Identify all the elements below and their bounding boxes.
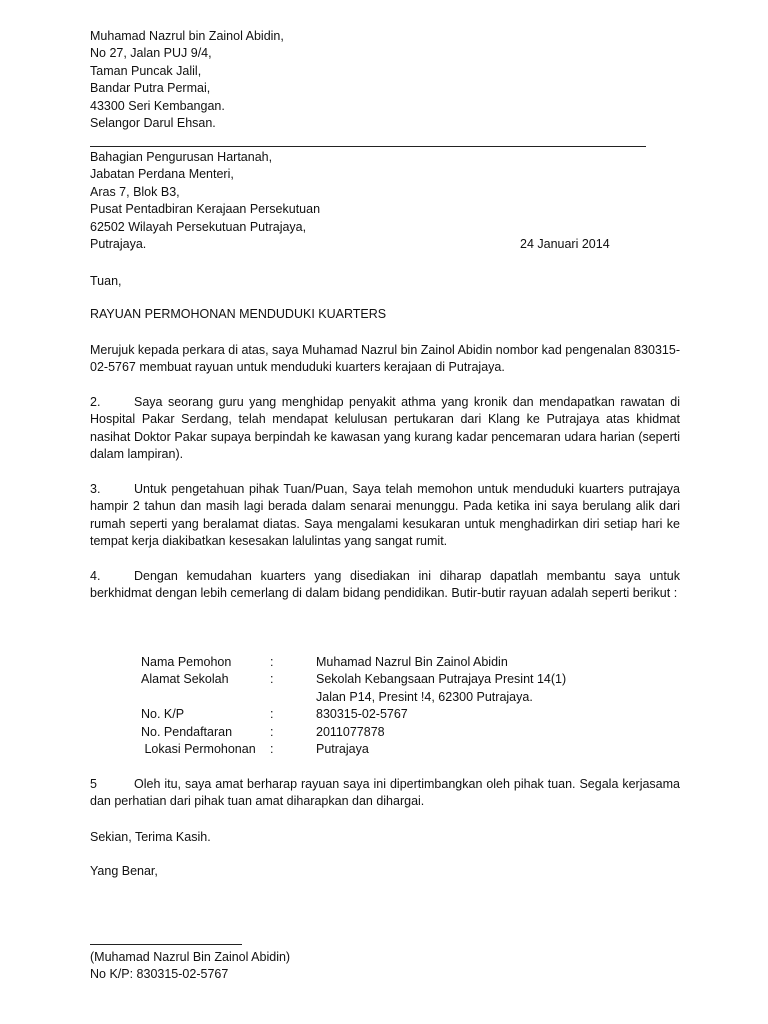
detail-label: No. K/P xyxy=(141,707,185,722)
paragraph-text: Oleh itu, saya amat berharap rayuan saya ini dipertimbangkan oleh pihak tuan. Segala kerjasama dan perhatian dari pihak tuan amat diharapkan dan dihargai. xyxy=(90,777,680,809)
paragraph-text: Dengan kemudahan kuarters yang disediakan ini diharap dapatlah membantu saya untuk berkhidmat dengan lebih cemerlang di dalam bidang pendidikan. Butir-butir rayuan adalah seperti berikut : xyxy=(90,569,680,601)
signature-id: No K/P: 830315-02-5767 xyxy=(90,967,229,982)
detail-colon: : xyxy=(270,672,274,687)
detail-value: Muhamad Nazrul Bin Zainol Abidin xyxy=(316,655,508,669)
sender-line: No 27, Jalan PUJ 9/4, xyxy=(90,46,212,61)
detail-label: Alamat Sekolah xyxy=(141,672,229,687)
detail-value: 830315-02-5767 xyxy=(316,707,408,722)
sender-address xyxy=(90,28,680,132)
paragraph-number: 2. xyxy=(90,395,101,409)
recipient-line: Bahagian Pengurusan Hartanah, xyxy=(90,150,273,164)
detail-colon: : xyxy=(270,707,274,722)
recipient-line: 62502 Wilayah Persekutuan Putrajaya, xyxy=(90,219,307,234)
sender-line: Selangor Darul Ehsan. xyxy=(90,116,216,131)
separator-line xyxy=(90,146,646,147)
detail-label: Lokasi Permohonan xyxy=(141,741,256,756)
paragraph-3 xyxy=(90,481,680,551)
salutation: Tuan, xyxy=(90,274,122,288)
signature-block xyxy=(90,949,680,984)
sender-line: Muhamad Nazrul bin Zainol Abidin, xyxy=(90,29,284,43)
subject-heading: RAYUAN PERMOHONAN MENDUDUKI KUARTERS xyxy=(90,307,387,321)
paragraph-text: Saya seorang guru yang menghidap penyakit athma yang kronik dan mendapatkan rawatan di Hospital Pakar Serdang, telah mendapat kelulusan pertukaran dari Klang ke Putrajaya atas khidmat nasihat Doktor Pakar supaya berpindah ke kawasan yang kurang kadar pencemaran udara harian (seperti dalam lampiran). xyxy=(90,395,680,462)
detail-label: No. Pendaftaran xyxy=(141,724,233,739)
sender-line: Bandar Putra Permai, xyxy=(90,81,211,96)
paragraph-text: Untuk pengetahuan pihak Tuan/Puan, Saya telah memohon untuk menduduki kuarters putrajaya hampir 2 tahun dan masih lagi berada dalam senarai menunggu. Pada ketika ini saya berulang alik dari rumah seperti yang beralamat diatas. Saya mengalami kesukaran untuk menghadirkan diri setiap hari ke tempat kerja diakibatkan kesesakan lalulintas yang sangat rumit. xyxy=(90,482,680,549)
paragraph-5 xyxy=(90,776,680,811)
detail-value: Sekolah Kebangsaan Putrajaya Presint 14(1) xyxy=(316,672,567,687)
detail-value: Jalan P14, Presint !4, 62300 Putrajaya. xyxy=(316,689,533,704)
recipient-line: Aras 7, Blok B3, xyxy=(90,184,180,199)
detail-value: Putrajaya xyxy=(316,741,369,756)
detail-colon: : xyxy=(270,741,274,756)
intro-paragraph: Merujuk kepada perkara di atas, saya Muhamad Nazrul bin Zainol Abidin nombor kad pengenalan 830315-02-5767 membuat rayuan untuk menduduki kuarters kerajaan di Putrajaya. xyxy=(90,343,680,375)
letter-date: 24 Januari 2014 xyxy=(520,237,610,251)
paragraph-number: 4. xyxy=(90,569,101,583)
recipient-line: Jabatan Perdana Menteri, xyxy=(90,167,234,182)
paragraph-number: 5 xyxy=(90,777,97,791)
detail-label: Nama Pemohon xyxy=(141,655,232,669)
signature-name: (Muhamad Nazrul Bin Zainol Abidin) xyxy=(90,950,291,964)
paragraph-2 xyxy=(90,394,680,464)
recipient-line: Pusat Pentadbiran Kerajaan Persekutuan xyxy=(90,202,321,217)
recipient-line: Putrajaya. xyxy=(90,237,147,252)
sign-off: Yang Benar, xyxy=(90,864,158,878)
sender-line: Taman Puncak Jalil, xyxy=(90,63,202,78)
detail-value: 2011077878 xyxy=(316,724,385,739)
closing-thanks: Sekian, Terima Kasih. xyxy=(90,830,211,844)
paragraph-number: 3. xyxy=(90,482,101,496)
paragraph-4 xyxy=(90,568,680,603)
detail-colon: : xyxy=(270,655,274,669)
signature-line xyxy=(90,944,242,945)
sender-line: 43300 Seri Kembangan. xyxy=(90,98,225,113)
detail-colon: : xyxy=(270,724,274,739)
